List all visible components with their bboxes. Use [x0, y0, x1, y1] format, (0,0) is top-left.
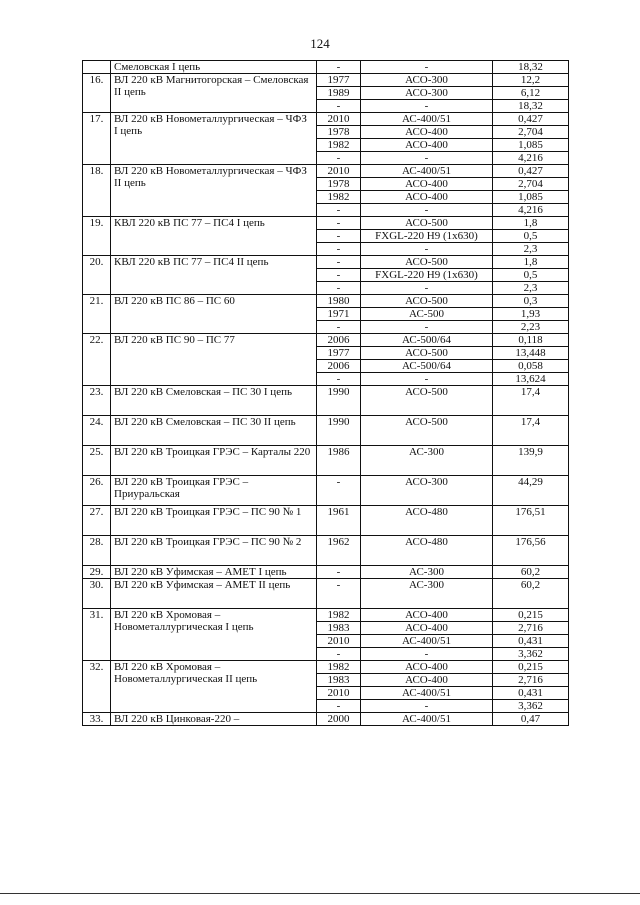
length-cell: 13,448 — [493, 347, 569, 360]
wire-type-cell: - — [361, 373, 493, 386]
length-cell: 0,5 — [493, 269, 569, 282]
line-name: ВЛ 220 кВ Смеловская – ПС 30 I цепь — [111, 386, 317, 416]
year-cell: 1982 — [317, 191, 361, 204]
line-name: КВЛ 220 кВ ПС 77 – ПС4 II цепь — [111, 256, 317, 295]
year-cell: - — [317, 61, 361, 74]
length-cell: 4,216 — [493, 204, 569, 217]
year-cell: 1982 — [317, 609, 361, 622]
wire-type-cell: АСО-400 — [361, 609, 493, 622]
wire-type-cell: АС-300 — [361, 579, 493, 609]
wire-type-cell: АСО-300 — [361, 87, 493, 100]
wire-type-cell: - — [361, 282, 493, 295]
table-row — [83, 217, 569, 230]
length-cell: 60,2 — [493, 566, 569, 579]
row-number: 32. — [83, 661, 111, 713]
row-number: 29. — [83, 566, 111, 579]
row-number: 25. — [83, 446, 111, 476]
row-number: 23. — [83, 386, 111, 416]
year-cell: 1983 — [317, 622, 361, 635]
row-number: 31. — [83, 609, 111, 661]
year-cell: 1978 — [317, 126, 361, 139]
wire-type-cell: АСО-500 — [361, 347, 493, 360]
year-cell: - — [317, 152, 361, 165]
wire-type-cell: АСО-500 — [361, 386, 493, 416]
wire-type-cell: АС-500/64 — [361, 360, 493, 373]
wire-type-cell: FXGL-220 Н9 (1х630) — [361, 269, 493, 282]
year-cell: 2006 — [317, 360, 361, 373]
table-row — [83, 536, 569, 566]
year-cell: - — [317, 217, 361, 230]
line-name: ВЛ 220 кВ Уфимская – АМЕТ I цепь — [111, 566, 317, 579]
row-number: 27. — [83, 506, 111, 536]
line-name: ВЛ 220 кВ Цинковая-220 – — [111, 713, 317, 726]
row-number: 19. — [83, 217, 111, 256]
length-cell: 18,32 — [493, 61, 569, 74]
table-row — [83, 386, 569, 416]
wire-type-cell: - — [361, 152, 493, 165]
length-cell: 1,8 — [493, 217, 569, 230]
length-cell: 2,716 — [493, 622, 569, 635]
wire-type-cell: АСО-500 — [361, 416, 493, 446]
wire-type-cell: АС-500/64 — [361, 334, 493, 347]
length-cell: 2,704 — [493, 178, 569, 191]
length-cell: 0,215 — [493, 609, 569, 622]
wire-type-cell: АСО-300 — [361, 476, 493, 506]
length-cell: 4,216 — [493, 152, 569, 165]
year-cell: 1977 — [317, 347, 361, 360]
table-row — [83, 506, 569, 536]
year-cell: 1986 — [317, 446, 361, 476]
line-name: ВЛ 220 кВ Новометаллургическая – ЧФЗ I цепь — [111, 113, 317, 165]
length-cell: 0,427 — [493, 165, 569, 178]
wire-type-cell: АСО-400 — [361, 674, 493, 687]
length-cell: 0,215 — [493, 661, 569, 674]
row-number: 22. — [83, 334, 111, 386]
table-row — [83, 579, 569, 609]
length-cell: 0,427 — [493, 113, 569, 126]
year-cell: - — [317, 321, 361, 334]
year-cell: 1978 — [317, 178, 361, 191]
wire-type-cell: АСО-500 — [361, 217, 493, 230]
year-cell: 2010 — [317, 165, 361, 178]
year-cell: 1980 — [317, 295, 361, 308]
year-cell: - — [317, 648, 361, 661]
line-name: ВЛ 220 кВ Хромовая – Новометаллургическая II цепь — [111, 661, 317, 713]
length-cell: 2,23 — [493, 321, 569, 334]
table-row — [83, 334, 569, 347]
year-cell: 1961 — [317, 506, 361, 536]
wire-type-cell: - — [361, 243, 493, 256]
length-cell: 2,3 — [493, 282, 569, 295]
table-row — [83, 476, 569, 506]
year-cell: 1962 — [317, 536, 361, 566]
row-number: 16. — [83, 74, 111, 113]
length-cell: 3,362 — [493, 648, 569, 661]
line-table — [82, 60, 569, 726]
length-cell: 0,058 — [493, 360, 569, 373]
bottom-rule — [0, 893, 640, 894]
table-row — [83, 295, 569, 308]
wire-type-cell: АСО-480 — [361, 506, 493, 536]
table-row — [83, 661, 569, 674]
table-row — [83, 416, 569, 446]
year-cell: - — [317, 243, 361, 256]
year-cell: 1971 — [317, 308, 361, 321]
length-cell: 6,12 — [493, 87, 569, 100]
length-cell: 0,118 — [493, 334, 569, 347]
line-name: ВЛ 220 кВ ПС 86 – ПС 60 — [111, 295, 317, 334]
line-name: ВЛ 220 кВ Троицкая ГРЭС – ПС 90 № 2 — [111, 536, 317, 566]
year-cell: 1977 — [317, 74, 361, 87]
year-cell: - — [317, 256, 361, 269]
year-cell: 2006 — [317, 334, 361, 347]
length-cell: 176,51 — [493, 506, 569, 536]
line-name: ВЛ 220 кВ ПС 90 – ПС 77 — [111, 334, 317, 386]
wire-type-cell: - — [361, 61, 493, 74]
length-cell: 17,4 — [493, 416, 569, 446]
length-cell: 1,8 — [493, 256, 569, 269]
wire-type-cell: - — [361, 204, 493, 217]
length-cell: 1,085 — [493, 139, 569, 152]
table-row — [83, 113, 569, 126]
year-cell: - — [317, 579, 361, 609]
year-cell: - — [317, 373, 361, 386]
length-cell: 1,93 — [493, 308, 569, 321]
row-number: 18. — [83, 165, 111, 217]
table-row — [83, 446, 569, 476]
table-row — [83, 566, 569, 579]
row-number — [83, 61, 111, 74]
length-cell: 0,431 — [493, 687, 569, 700]
line-name: Смеловская I цепь — [111, 61, 317, 74]
line-name: ВЛ 220 кВ Новометаллургическая – ЧФЗ II цепь — [111, 165, 317, 217]
year-cell: - — [317, 700, 361, 713]
year-cell: - — [317, 566, 361, 579]
wire-type-cell: АС-400/51 — [361, 687, 493, 700]
wire-type-cell: - — [361, 321, 493, 334]
year-cell: 1982 — [317, 139, 361, 152]
length-cell: 0,431 — [493, 635, 569, 648]
length-cell: 60,2 — [493, 579, 569, 609]
length-cell: 0,5 — [493, 230, 569, 243]
row-number: 26. — [83, 476, 111, 506]
wire-type-cell: - — [361, 648, 493, 661]
table-row — [83, 165, 569, 178]
wire-type-cell: АСО-400 — [361, 139, 493, 152]
year-cell: 2010 — [317, 113, 361, 126]
table-row — [83, 256, 569, 269]
wire-type-cell: АС-300 — [361, 446, 493, 476]
year-cell: 2010 — [317, 687, 361, 700]
year-cell: - — [317, 269, 361, 282]
line-name: КВЛ 220 кВ ПС 77 – ПС4 I цепь — [111, 217, 317, 256]
wire-type-cell: АСО-400 — [361, 178, 493, 191]
wire-type-cell: АСО-480 — [361, 536, 493, 566]
year-cell: 2010 — [317, 635, 361, 648]
year-cell: - — [317, 204, 361, 217]
row-number: 28. — [83, 536, 111, 566]
line-name: ВЛ 220 кВ Троицкая ГРЭС – Карталы 220 — [111, 446, 317, 476]
wire-type-cell: FXGL-220 Н9 (1х630) — [361, 230, 493, 243]
wire-type-cell: АСО-400 — [361, 191, 493, 204]
year-cell: - — [317, 476, 361, 506]
length-cell: 139,9 — [493, 446, 569, 476]
year-cell: - — [317, 282, 361, 295]
year-cell: 1990 — [317, 416, 361, 446]
table-row — [83, 713, 569, 726]
line-name: ВЛ 220 кВ Смеловская – ПС 30 II цепь — [111, 416, 317, 446]
wire-type-cell: АСО-300 — [361, 74, 493, 87]
length-cell: 44,29 — [493, 476, 569, 506]
line-name: ВЛ 220 кВ Хромовая – Новометаллургическая I цепь — [111, 609, 317, 661]
line-name: ВЛ 220 кВ Уфимская – АМЕТ II цепь — [111, 579, 317, 609]
wire-type-cell: АС-500 — [361, 308, 493, 321]
row-number: 17. — [83, 113, 111, 165]
wire-type-cell: АСО-400 — [361, 126, 493, 139]
page-number: 124 — [310, 36, 330, 51]
length-cell: 17,4 — [493, 386, 569, 416]
table-row — [83, 74, 569, 87]
row-number: 21. — [83, 295, 111, 334]
row-number: 20. — [83, 256, 111, 295]
length-cell: 0,3 — [493, 295, 569, 308]
wire-type-cell: АС-400/51 — [361, 635, 493, 648]
wire-type-cell: АСО-400 — [361, 622, 493, 635]
wire-type-cell: АС-400/51 — [361, 713, 493, 726]
length-cell: 2,704 — [493, 126, 569, 139]
table-row — [83, 61, 569, 74]
length-cell: 18,32 — [493, 100, 569, 113]
year-cell: 1982 — [317, 661, 361, 674]
row-number: 30. — [83, 579, 111, 609]
line-name: ВЛ 220 кВ Магнитогорская – Смеловская II цепь — [111, 74, 317, 113]
wire-type-cell: - — [361, 700, 493, 713]
line-name: ВЛ 220 кВ Троицкая ГРЭС – Приуральская — [111, 476, 317, 506]
wire-type-cell: АС-300 — [361, 566, 493, 579]
row-number: 33. — [83, 713, 111, 726]
length-cell: 13,624 — [493, 373, 569, 386]
wire-type-cell: АС-400/51 — [361, 113, 493, 126]
row-number: 24. — [83, 416, 111, 446]
length-cell: 0,47 — [493, 713, 569, 726]
length-cell: 1,085 — [493, 191, 569, 204]
wire-type-cell: - — [361, 100, 493, 113]
length-cell: 12,2 — [493, 74, 569, 87]
length-cell: 2,3 — [493, 243, 569, 256]
length-cell: 2,716 — [493, 674, 569, 687]
wire-type-cell: АСО-400 — [361, 661, 493, 674]
length-cell: 176,56 — [493, 536, 569, 566]
year-cell: - — [317, 230, 361, 243]
year-cell: 1990 — [317, 386, 361, 416]
year-cell: 2000 — [317, 713, 361, 726]
line-name: ВЛ 220 кВ Троицкая ГРЭС – ПС 90 № 1 — [111, 506, 317, 536]
length-cell: 3,362 — [493, 700, 569, 713]
table-row — [83, 609, 569, 622]
wire-type-cell: АС-400/51 — [361, 165, 493, 178]
wire-type-cell: АСО-500 — [361, 256, 493, 269]
year-cell: 1989 — [317, 87, 361, 100]
year-cell: 1983 — [317, 674, 361, 687]
wire-type-cell: АСО-500 — [361, 295, 493, 308]
year-cell: - — [317, 100, 361, 113]
